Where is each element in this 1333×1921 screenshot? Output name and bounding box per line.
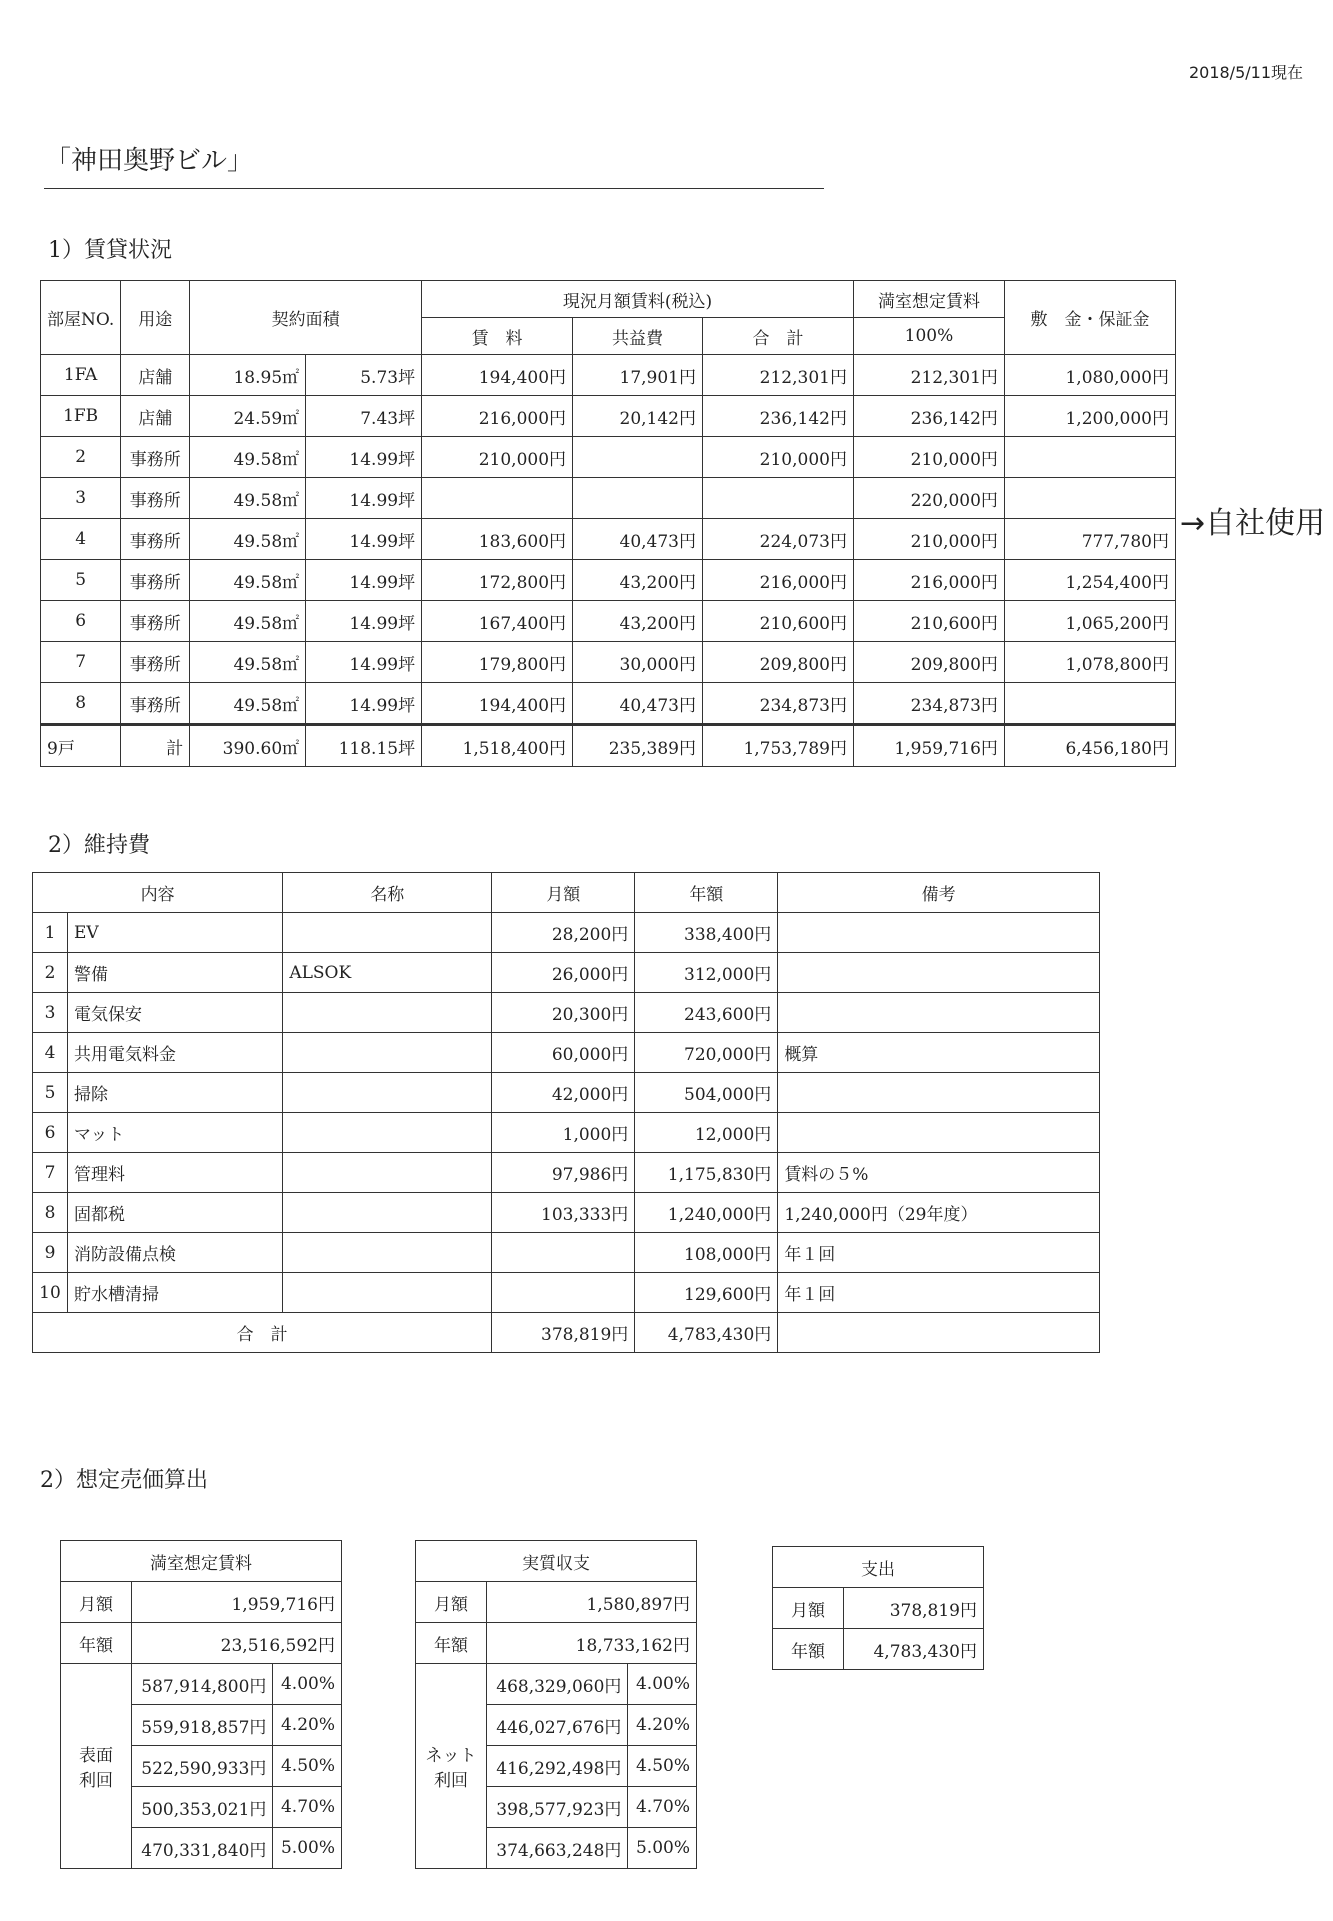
item-monthly: 42,000円	[492, 1073, 635, 1113]
item-remarks	[778, 913, 1100, 953]
rental-row	[41, 355, 1176, 396]
price-value: 468,329,060円	[487, 1664, 628, 1705]
price-value: 416,292,498円	[487, 1746, 628, 1787]
item-name	[283, 1233, 492, 1273]
common-fee: 43,200円	[573, 560, 703, 601]
item-remarks: 賃料の５%	[778, 1153, 1100, 1193]
item-number: 7	[33, 1153, 68, 1193]
price-value: 374,663,248円	[487, 1828, 628, 1869]
item-remarks: 年１回	[778, 1273, 1100, 1313]
item-yearly: 12,000円	[635, 1113, 778, 1153]
item-content: 共用電気料金	[68, 1033, 283, 1073]
total-m2: 390.60㎡	[190, 725, 306, 767]
deposit-value: 1,065,200円	[1004, 601, 1175, 642]
header-total: 合 計	[703, 318, 854, 355]
total-total: 1,753,789円	[703, 725, 854, 767]
room-number: 3	[41, 478, 121, 519]
item-content: マット	[68, 1113, 283, 1153]
item-yearly: 1,240,000円	[635, 1193, 778, 1233]
header-content: 内容	[33, 873, 283, 913]
item-number: 9	[33, 1233, 68, 1273]
room-use: 事務所	[121, 683, 190, 725]
item-monthly: 20,300円	[492, 993, 635, 1033]
area-tsubo: 14.99坪	[306, 437, 422, 478]
maintenance-row	[33, 1193, 1100, 1233]
area-m2: 49.58㎡	[190, 478, 306, 519]
full-rent: 234,873円	[853, 683, 1004, 725]
item-name	[283, 993, 492, 1033]
rental-row	[41, 478, 1176, 519]
maintenance-row	[33, 953, 1100, 993]
net-monthly-label: 月額	[416, 1582, 487, 1623]
common-fee: 20,142円	[573, 396, 703, 437]
area-m2: 49.58㎡	[190, 560, 306, 601]
total-label: 計	[121, 725, 190, 767]
item-yearly: 720,000円	[635, 1033, 778, 1073]
rental-row	[41, 683, 1176, 725]
maintenance-row	[33, 913, 1100, 953]
area-m2: 49.58㎡	[190, 519, 306, 560]
rent-value: 179,800円	[422, 642, 573, 683]
maintenance-row	[33, 1113, 1100, 1153]
rent-total: 224,073円	[703, 519, 854, 560]
common-fee: 30,000円	[573, 642, 703, 683]
yield-rate: 4.20%	[628, 1705, 697, 1746]
header-full-pct: 100%	[853, 318, 1004, 355]
expense-yearly-value: 4,783,430円	[844, 1629, 984, 1670]
maintenance-total-yearly: 4,783,430円	[635, 1313, 778, 1353]
common-fee: 17,901円	[573, 355, 703, 396]
item-name	[283, 1073, 492, 1113]
item-name	[283, 1193, 492, 1233]
item-content: 貯水槽清掃	[68, 1273, 283, 1313]
item-name	[283, 1033, 492, 1073]
item-remarks	[778, 993, 1100, 1033]
item-number: 2	[33, 953, 68, 993]
header-full-rent: 満室想定賃料	[853, 281, 1004, 318]
item-yearly: 108,000円	[635, 1233, 778, 1273]
net-income-table	[415, 1540, 697, 1869]
full-rent: 236,142円	[853, 396, 1004, 437]
area-tsubo: 14.99坪	[306, 683, 422, 725]
header-monthly: 月額	[492, 873, 635, 913]
common-fee: 40,473円	[573, 519, 703, 560]
net-monthly-value: 1,580,897円	[487, 1582, 697, 1623]
price-value: 470,331,840円	[132, 1828, 273, 1869]
item-number: 4	[33, 1033, 68, 1073]
full-yearly-label: 年額	[61, 1623, 132, 1664]
yield-rate: 4.20%	[273, 1705, 342, 1746]
room-use: 事務所	[121, 437, 190, 478]
room-use: 事務所	[121, 601, 190, 642]
room-use: 店舗	[121, 355, 190, 396]
yield-rate: 5.00%	[628, 1828, 697, 1869]
header-area: 契約面積	[190, 281, 422, 355]
header-common: 共益費	[573, 318, 703, 355]
price-value: 559,918,857円	[132, 1705, 273, 1746]
maintenance-row	[33, 1233, 1100, 1273]
area-tsubo: 14.99坪	[306, 601, 422, 642]
common-fee: 43,200円	[573, 601, 703, 642]
room-number: 2	[41, 437, 121, 478]
maintenance-row	[33, 1033, 1100, 1073]
full-rent: 216,000円	[853, 560, 1004, 601]
rental-row	[41, 519, 1176, 560]
room-number: 6	[41, 601, 121, 642]
item-monthly: 28,200円	[492, 913, 635, 953]
section-maintenance-heading: 2）維持費	[48, 833, 150, 858]
header-deposit: 敷 金・保証金	[1004, 281, 1175, 355]
area-tsubo: 14.99坪	[306, 519, 422, 560]
rent-value: 167,400円	[422, 601, 573, 642]
item-content: 固都税	[68, 1193, 283, 1233]
item-monthly: 26,000円	[492, 953, 635, 993]
area-m2: 18.95㎡	[190, 355, 306, 396]
net-yearly-value: 18,733,162円	[487, 1623, 697, 1664]
room-use: 事務所	[121, 560, 190, 601]
area-m2: 49.58㎡	[190, 642, 306, 683]
total-common: 235,389円	[573, 725, 703, 767]
full-rent: 220,000円	[853, 478, 1004, 519]
rental-row	[41, 396, 1176, 437]
area-tsubo: 14.99坪	[306, 642, 422, 683]
rent-total: 212,301円	[703, 355, 854, 396]
rental-status-table	[40, 280, 1176, 767]
maintenance-total-label: 合 計	[33, 1313, 492, 1353]
rent-value: 172,800円	[422, 560, 573, 601]
item-number: 6	[33, 1113, 68, 1153]
price-value: 446,027,676円	[487, 1705, 628, 1746]
item-number: 3	[33, 993, 68, 1033]
item-content: 消防設備点検	[68, 1233, 283, 1273]
area-m2: 49.58㎡	[190, 683, 306, 725]
item-yearly: 1,175,830円	[635, 1153, 778, 1193]
common-fee	[573, 478, 703, 519]
maintenance-row	[33, 1153, 1100, 1193]
room-number: 7	[41, 642, 121, 683]
maintenance-total-monthly: 378,819円	[492, 1313, 635, 1353]
room-use: 事務所	[121, 478, 190, 519]
total-deposit: 6,456,180円	[1004, 725, 1175, 767]
deposit-value: 1,080,000円	[1004, 355, 1175, 396]
room-number: 4	[41, 519, 121, 560]
maintenance-row	[33, 993, 1100, 1033]
area-m2: 49.58㎡	[190, 601, 306, 642]
yield-rate: 4.50%	[628, 1746, 697, 1787]
item-yearly: 243,600円	[635, 993, 778, 1033]
full-rent-title: 満室想定賃料	[61, 1541, 342, 1582]
item-content: 掃除	[68, 1073, 283, 1113]
total-tsubo: 118.15坪	[306, 725, 422, 767]
area-m2: 49.58㎡	[190, 437, 306, 478]
expense-monthly-value: 378,819円	[844, 1588, 984, 1629]
full-rent-table	[60, 1540, 342, 1869]
maintenance-total-remarks	[778, 1313, 1100, 1353]
rent-total: 216,000円	[703, 560, 854, 601]
item-monthly	[492, 1273, 635, 1313]
area-tsubo: 5.73坪	[306, 355, 422, 396]
item-content: EV	[68, 913, 283, 953]
full-rent: 210,000円	[853, 437, 1004, 478]
item-name	[283, 1273, 492, 1313]
deposit-value: 1,200,000円	[1004, 396, 1175, 437]
item-yearly: 338,400円	[635, 913, 778, 953]
rent-value: 194,400円	[422, 355, 573, 396]
item-name	[283, 913, 492, 953]
rent-total: 209,800円	[703, 642, 854, 683]
common-fee: 40,473円	[573, 683, 703, 725]
full-yearly-value: 23,516,592円	[132, 1623, 342, 1664]
yield-rate: 4.70%	[628, 1787, 697, 1828]
item-name	[283, 1153, 492, 1193]
header-remarks: 備考	[778, 873, 1100, 913]
header-yearly: 年額	[635, 873, 778, 913]
item-number: 8	[33, 1193, 68, 1233]
rent-total: 210,600円	[703, 601, 854, 642]
room-number: 1FA	[41, 355, 121, 396]
price-value: 398,577,923円	[487, 1787, 628, 1828]
room-use: 店舗	[121, 396, 190, 437]
item-number: 5	[33, 1073, 68, 1113]
item-remarks: 年１回	[778, 1233, 1100, 1273]
item-remarks	[778, 953, 1100, 993]
rent-value	[422, 478, 573, 519]
expense-monthly-label: 月額	[773, 1588, 844, 1629]
section-sale-price-heading: 2）想定売価算出	[40, 1468, 208, 1493]
item-content: 警備	[68, 953, 283, 993]
item-remarks	[778, 1113, 1100, 1153]
header-current-rent: 現況月額賃料(税込)	[422, 281, 854, 318]
rental-row	[41, 437, 1176, 478]
document-date: 2018/5/11現在	[1188, 63, 1303, 82]
rent-total: 210,000円	[703, 437, 854, 478]
expense-yearly-label: 年額	[773, 1629, 844, 1670]
header-room: 部屋NO.	[41, 281, 121, 355]
title-underline	[44, 188, 824, 189]
rent-total: 234,873円	[703, 683, 854, 725]
rental-row	[41, 601, 1176, 642]
net-title: 実質収支	[416, 1541, 697, 1582]
yield-row	[61, 1664, 342, 1705]
rental-row	[41, 642, 1176, 683]
deposit-value: 1,078,800円	[1004, 642, 1175, 683]
price-value: 500,353,021円	[132, 1787, 273, 1828]
total-full: 1,959,716円	[853, 725, 1004, 767]
rental-row	[41, 560, 1176, 601]
room-number: 5	[41, 560, 121, 601]
area-m2: 24.59㎡	[190, 396, 306, 437]
item-yearly: 504,000円	[635, 1073, 778, 1113]
yield-rate: 4.70%	[273, 1787, 342, 1828]
yield-rate: 4.50%	[273, 1746, 342, 1787]
room-use: 事務所	[121, 519, 190, 560]
item-name	[283, 1113, 492, 1153]
header-use: 用途	[121, 281, 190, 355]
item-remarks: 1,240,000円（29年度）	[778, 1193, 1100, 1233]
price-value: 587,914,800円	[132, 1664, 273, 1705]
full-monthly-label: 月額	[61, 1582, 132, 1623]
item-number: 10	[33, 1273, 68, 1313]
full-rent: 210,000円	[853, 519, 1004, 560]
common-fee	[573, 437, 703, 478]
item-yearly: 129,600円	[635, 1273, 778, 1313]
full-monthly-value: 1,959,716円	[132, 1582, 342, 1623]
rent-value: 183,600円	[422, 519, 573, 560]
rent-value: 194,400円	[422, 683, 573, 725]
yield-row	[416, 1664, 697, 1705]
area-tsubo: 14.99坪	[306, 560, 422, 601]
item-monthly: 1,000円	[492, 1113, 635, 1153]
room-number: 1FB	[41, 396, 121, 437]
yield-rate: 4.00%	[628, 1664, 697, 1705]
rent-total: 236,142円	[703, 396, 854, 437]
area-tsubo: 14.99坪	[306, 478, 422, 519]
surface-yield-label: 表面 利回	[61, 1664, 132, 1869]
rent-total	[703, 478, 854, 519]
rent-value: 210,000円	[422, 437, 573, 478]
expense-table	[772, 1546, 984, 1670]
full-rent: 210,600円	[853, 601, 1004, 642]
room-number: 8	[41, 683, 121, 725]
header-rent: 賃 料	[422, 318, 573, 355]
item-content: 電気保安	[68, 993, 283, 1033]
total-units: 9戸	[41, 725, 121, 767]
deposit-value	[1004, 478, 1175, 519]
full-rent: 209,800円	[853, 642, 1004, 683]
area-tsubo: 7.43坪	[306, 396, 422, 437]
deposit-value	[1004, 437, 1175, 478]
total-rent: 1,518,400円	[422, 725, 573, 767]
price-value: 522,590,933円	[132, 1746, 273, 1787]
net-yield-label: ネット 利回	[416, 1664, 487, 1869]
section-rental-heading: 1）賃貸状況	[48, 238, 172, 263]
yield-rate: 4.00%	[273, 1664, 342, 1705]
handwritten-note: →自社使用	[1180, 506, 1326, 541]
item-monthly: 103,333円	[492, 1193, 635, 1233]
item-monthly: 60,000円	[492, 1033, 635, 1073]
page-title: 「神田奥野ビル」	[45, 146, 254, 176]
item-content: 管理料	[68, 1153, 283, 1193]
net-yearly-label: 年額	[416, 1623, 487, 1664]
yield-rate: 5.00%	[273, 1828, 342, 1869]
header-name: 名称	[283, 873, 492, 913]
item-number: 1	[33, 913, 68, 953]
maintenance-table	[32, 872, 1100, 1353]
item-monthly: 97,986円	[492, 1153, 635, 1193]
maintenance-total-row	[33, 1313, 1100, 1353]
maintenance-row	[33, 1273, 1100, 1313]
item-monthly	[492, 1233, 635, 1273]
deposit-value	[1004, 683, 1175, 725]
expense-title: 支出	[773, 1547, 984, 1588]
deposit-value: 1,254,400円	[1004, 560, 1175, 601]
item-name: ALSOK	[283, 953, 492, 993]
deposit-value: 777,780円	[1004, 519, 1175, 560]
maintenance-row	[33, 1073, 1100, 1113]
room-use: 事務所	[121, 642, 190, 683]
rent-value: 216,000円	[422, 396, 573, 437]
item-remarks	[778, 1073, 1100, 1113]
rental-total-row	[41, 725, 1176, 767]
item-yearly: 312,000円	[635, 953, 778, 993]
item-remarks: 概算	[778, 1033, 1100, 1073]
full-rent: 212,301円	[853, 355, 1004, 396]
